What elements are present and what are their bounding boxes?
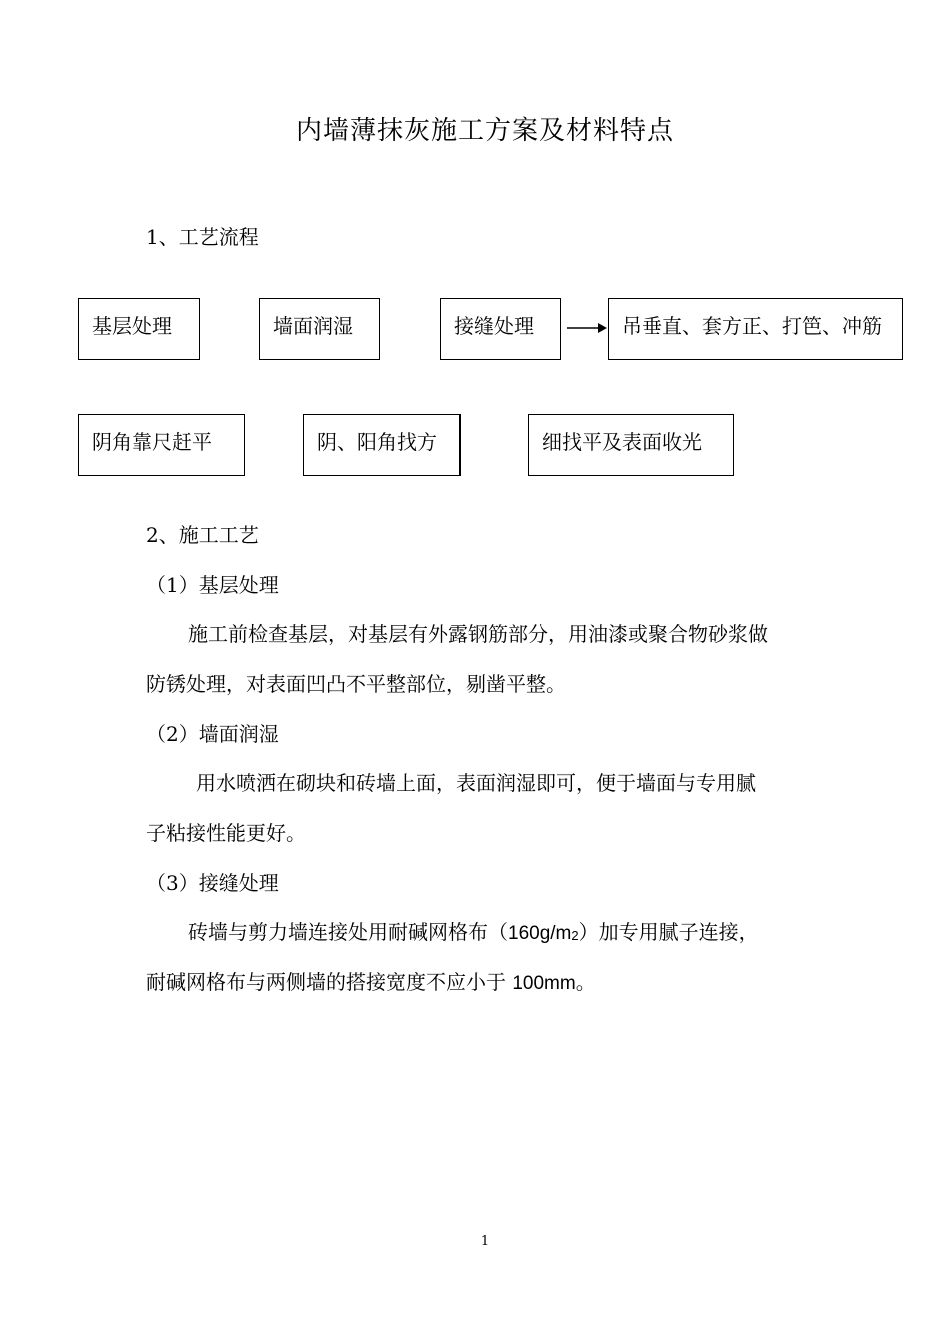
paragraph-line: 用水喷洒在砌块和砖墙上面，表面润湿即可，便于墙面与专用腻: [196, 771, 756, 795]
flow-box-base-treatment: 基层处理: [78, 298, 200, 360]
paragraph-line: 防锈处理，对表面凹凸不平整部位，剔凿平整。: [146, 672, 566, 696]
flow-box-wall-wetting: 墙面润湿: [259, 298, 380, 360]
mesh-weight-value: 160g/m: [508, 923, 572, 944]
subheading-wall-wetting: （2）墙面润湿: [146, 722, 279, 746]
text-run: 耐碱网格布与两侧墙的搭接宽度不应小于: [146, 970, 513, 994]
unit-subscript: 2: [571, 928, 579, 943]
paragraph-line: 子粘接性能更好。: [146, 821, 306, 845]
section-heading-construction: 2、施工工艺: [146, 523, 259, 547]
flow-box-corner-squaring: 阴、阳角找方: [303, 414, 461, 476]
paragraph-line-overlap: [146, 970, 836, 996]
subheading-base-treatment: （1）基层处理: [146, 573, 279, 597]
paragraph-line-mesh: [188, 920, 878, 948]
text-run: 砖墙与剪力墙连接处用耐碱网格布（: [188, 920, 508, 944]
page-title: 内墙薄抹灰施工方案及材料特点: [295, 116, 674, 146]
text-run: 。: [575, 970, 596, 994]
flow-box-joint-treatment: 接缝处理: [440, 298, 561, 360]
section-heading-process-flow: 1、工艺流程: [146, 225, 259, 249]
overlap-width-value: 100mm: [512, 973, 576, 994]
page-number: 1: [480, 1234, 490, 1249]
flow-arrow-icon: [567, 321, 607, 335]
flow-box-inner-corner-leveling: 阴角靠尺赶平: [78, 414, 245, 476]
paragraph-line: 施工前检查基层，对基层有外露钢筋部分，用油漆或聚合物砂浆做: [188, 622, 768, 646]
flow-box-plumb-square: 吊垂直、套方正、打笆、冲筋: [608, 298, 903, 360]
subheading-joint-treatment: （3）接缝处理: [146, 871, 279, 895]
flow-box-fine-leveling: 细找平及表面收光: [528, 414, 734, 476]
text-run: ）加专用腻子连接，: [578, 920, 759, 944]
